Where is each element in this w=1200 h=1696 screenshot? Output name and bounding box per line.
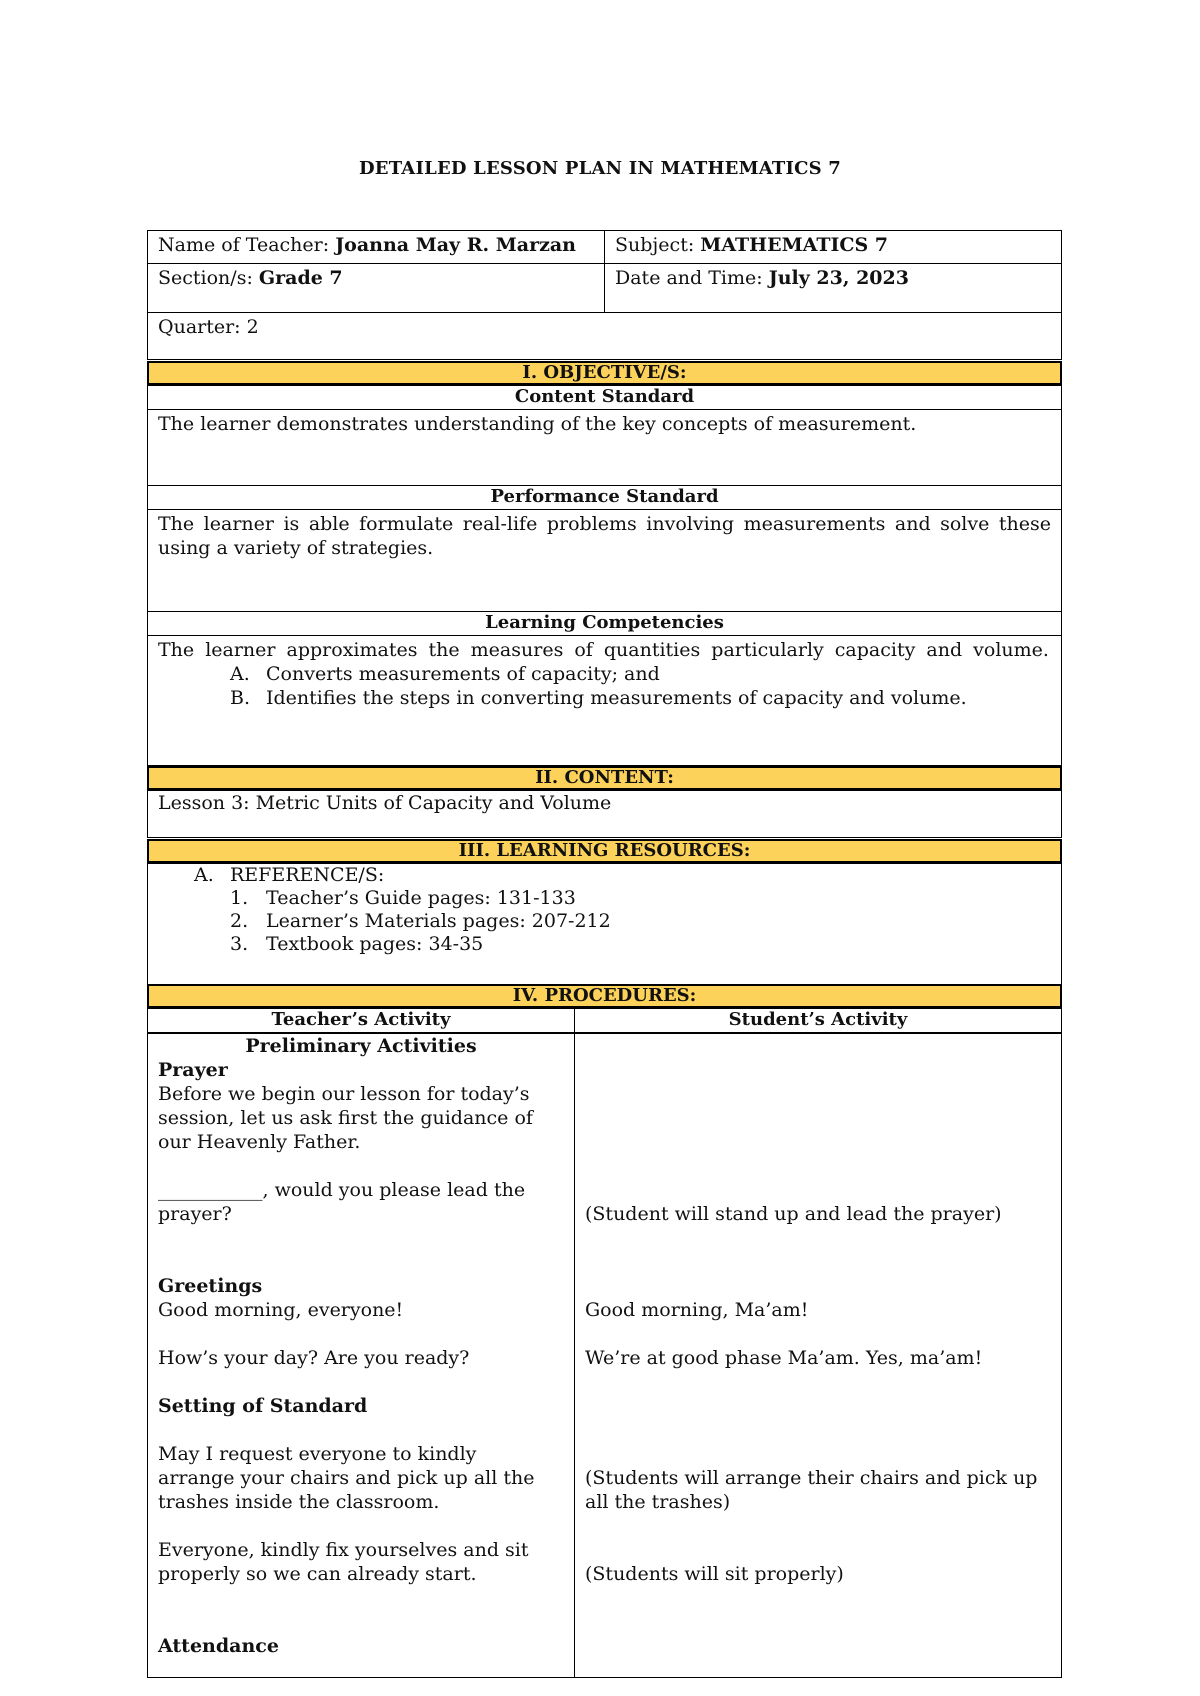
competency-text: Identifies the steps in converting measurements of capacity and volume. (266, 687, 967, 709)
greeting-teacher-2: How’s your day? Are you ready? (158, 1347, 470, 1369)
competencies-heading: Learning Competencies (485, 612, 724, 633)
resources-heading: III. LEARNING RESOURCES: (147, 839, 1062, 863)
attendance-heading: Attendance (158, 1635, 279, 1657)
setting-standard-heading: Setting of Standard (158, 1395, 368, 1417)
content-text: Lesson 3: Metric Units of Capacity and Volume (158, 792, 612, 814)
section-value: Grade 7 (258, 267, 343, 289)
reference-item (158, 887, 1051, 910)
content-standard-cell (147, 385, 1062, 410)
content-heading: II. CONTENT: (147, 766, 1062, 790)
reference-item-text: Teacher’s Guide pages: 131-133 (266, 887, 576, 909)
competency-text: Converts measurements of capacity; and (266, 663, 660, 685)
performance-standard-body (147, 509, 1062, 612)
student-col-header (574, 1008, 1062, 1034)
teacher-col-title: Teacher’s Activity (271, 1009, 451, 1030)
date-cell (604, 263, 1062, 313)
reference-item-marker: 2. (230, 910, 249, 932)
performance-standard-heading: Performance Standard (490, 486, 719, 507)
reference-item (158, 933, 1051, 956)
student-col-title: Student’s Activity (728, 1009, 908, 1030)
teacher-label: Name of Teacher: (158, 234, 330, 256)
standard-teacher-1: May I request everyone to kindly arrange your chairs and pick up all the trashes inside the classroom. (158, 1443, 535, 1513)
competency-marker: A. (230, 663, 250, 685)
competencies-cell (147, 611, 1062, 636)
standard-teacher-2: Everyone, kindly fix yourselves and sit properly so we can already start. (158, 1539, 529, 1585)
prayer-response: (Student will stand up and lead the prayer) (585, 1203, 1002, 1225)
competency-item (158, 662, 1051, 686)
reference-item-text: Textbook pages: 34-35 (266, 933, 484, 955)
performance-standard-text: The learner is able formulate real-life problems involving measurements and solve these using a variety of strategies. (158, 513, 1051, 559)
reference-row (158, 864, 1051, 887)
reference-item-marker: 3. (230, 933, 249, 955)
competencies-body (147, 635, 1062, 766)
prayer-request: ___________, would you please lead the prayer? (158, 1179, 526, 1225)
greeting-student-2: We’re at good phase Ma’am. Yes, ma’am! (585, 1347, 983, 1369)
competencies-intro: The learner approximates the measures of quantities particularly capacity and volume. (158, 639, 1049, 661)
teacher-cell (147, 230, 605, 264)
section-label: Section/s: (158, 267, 253, 289)
greeting-teacher-1: Good morning, everyone! (158, 1299, 404, 1321)
subject-value: MATHEMATICS 7 (700, 234, 889, 256)
teacher-col-header (147, 1008, 575, 1034)
section-cell (147, 263, 605, 313)
reference-marker: A. (194, 864, 214, 886)
greetings-heading: Greetings (158, 1275, 263, 1297)
content-standard-body (147, 409, 1062, 486)
objectives-heading: I. OBJECTIVE/S: (147, 361, 1062, 385)
quarter-cell (147, 312, 1062, 360)
reference-item-text: Learner’s Materials pages: 207-212 (266, 910, 611, 932)
greeting-student-1: Good morning, Ma’am! (585, 1299, 809, 1321)
document-title: DETAILED LESSON PLAN IN MATHEMATICS 7 (358, 158, 842, 179)
reference-item (158, 910, 1051, 933)
date-label: Date and Time: (615, 267, 763, 289)
quarter-text: Quarter: 2 (158, 316, 259, 338)
competency-item (158, 686, 1051, 710)
teacher-value: Joanna May R. Marzan (335, 234, 576, 256)
content-standard-heading: Content Standard (514, 386, 695, 407)
reference-label: REFERENCE/S: (230, 864, 385, 886)
subject-cell (604, 230, 1062, 264)
resources-body (147, 863, 1062, 985)
preliminary-heading: Preliminary Activities (245, 1035, 477, 1057)
content-body (147, 790, 1062, 838)
prayer-heading: Prayer (158, 1059, 228, 1081)
date-value: July 23, 2023 (768, 267, 909, 289)
performance-standard-cell (147, 485, 1062, 510)
subject-label: Subject: (615, 234, 695, 256)
competency-marker: B. (230, 687, 251, 709)
standard-student-1: (Students will arrange their chairs and pick up all the trashes) (585, 1467, 1038, 1513)
reference-item-marker: 1. (230, 887, 249, 909)
prayer-text: Before we begin our lesson for today’s session, let us ask first the guidance of our Heavenly Father. (158, 1083, 533, 1153)
procedures-heading: IV. PROCEDURES: (147, 984, 1062, 1008)
content-standard-text: The learner demonstrates understanding of the key concepts of measurement. (158, 413, 917, 435)
standard-student-2: (Students will sit properly) (585, 1563, 844, 1585)
